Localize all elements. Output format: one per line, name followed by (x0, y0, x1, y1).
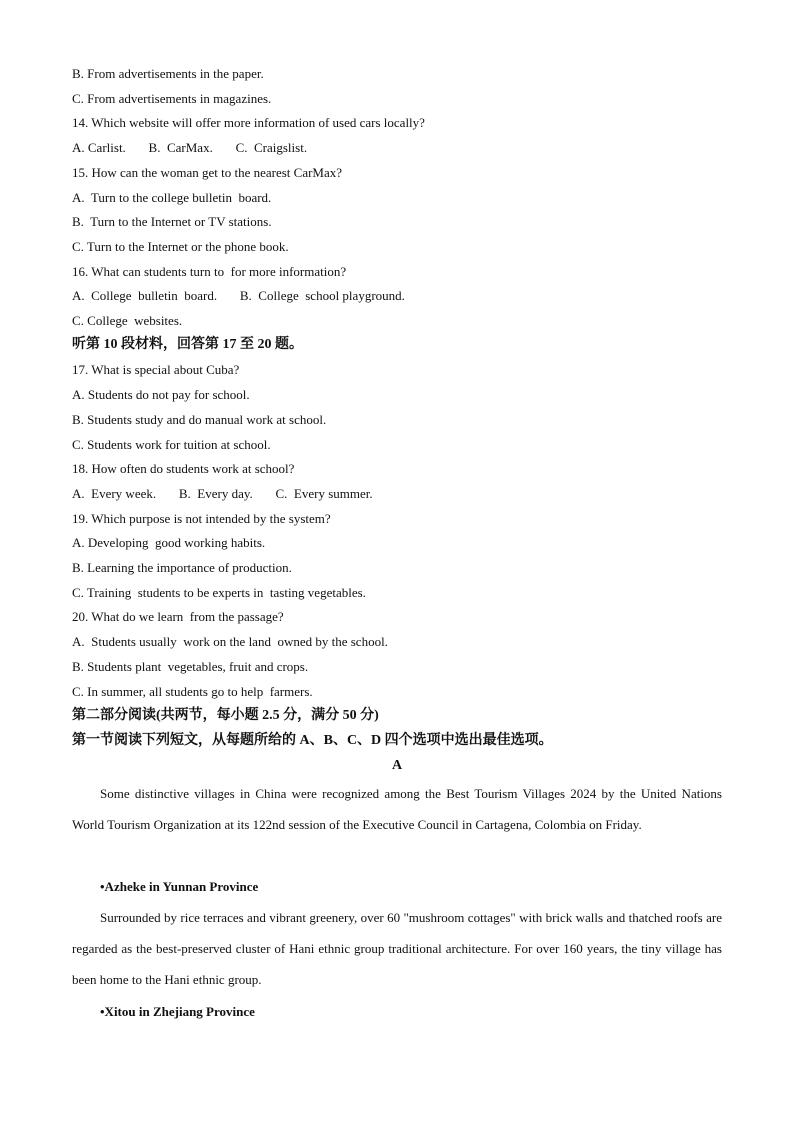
question-line: 20. What do we learn from the passage? (72, 609, 284, 624)
question-line: 14. Which website will offer more information of used cars locally? (72, 115, 425, 130)
option-line: A. Turn to the college bulletin board. (72, 190, 272, 205)
question-line: 18. How often do students work at school? (72, 461, 295, 476)
part-heading: 第二部分阅读(共两节，每小题 2.5 分，满分 50 分) (72, 708, 379, 723)
section-heading: 第一节阅读下列短文，从每题所给的 A、B、C、D 四个选项中选出最佳选项。 (72, 733, 553, 748)
question-line: 17. What is special about Cuba? (72, 362, 240, 377)
option-line: A. Students do not pay for school. (72, 387, 250, 402)
question-line: 16. What can students turn to for more information? (72, 264, 347, 279)
option-line: A. College bulletin board. B. College school playground. (72, 288, 405, 303)
section-heading: 听第 10 段材料，回答第 17 至 20 题。 (72, 337, 303, 352)
option-line: A. Carlist. B. CarMax. C. Craigslist. (72, 140, 308, 155)
option-line: A. Every week. B. Every day. C. Every summer. (72, 486, 373, 501)
option-line: A. Developing good working habits. (72, 535, 266, 550)
question-line: 15. How can the woman get to the nearest CarMax? (72, 165, 343, 180)
passage-paragraph: Surrounded by rice terraces and vibrant greenery, over 60 "mushroom cottages" with brick walls and thatched roofs are regarded as the best-preserved cluster of Hani ethnic group traditional architecture. For over 160 years, the tiny village has been home to the Hani ethnic group. (72, 910, 722, 987)
option-line: A. Students usually work on the land owned by the school. (72, 634, 388, 649)
option-line: B. Students plant vegetables, fruit and crops. (72, 659, 309, 674)
passage-paragraph: Some distinctive villages in China were recognized among the Best Tourism Villages 2024 by the United Nations World Tourism Organization at its 122nd session of the Executive Council in Cartagena, Colombia on Friday. (72, 786, 722, 832)
option-line: C. Students work for tuition at school. (72, 437, 271, 452)
subheading: •Azheke in Yunnan Province (100, 879, 259, 894)
option-line: C. Training students to be experts in tasting vegetables. (72, 585, 366, 600)
option-line: C. From advertisements in magazines. (72, 91, 272, 106)
option-line: B. Turn to the Internet or TV stations. (72, 214, 272, 229)
passage-label: A (391, 758, 403, 773)
option-line: B. Students study and do manual work at school. (72, 412, 327, 427)
option-line: C. In summer, all students go to help farmers. (72, 684, 313, 699)
option-line: B. From advertisements in the paper. (72, 66, 264, 81)
subheading: •Xitou in Zhejiang Province (100, 1004, 255, 1019)
option-line: C. Turn to the Internet or the phone book. (72, 239, 289, 254)
question-line: 19. Which purpose is not intended by the system? (72, 511, 331, 526)
option-line: C. College websites. (72, 313, 183, 328)
option-line: B. Learning the importance of production. (72, 560, 292, 575)
